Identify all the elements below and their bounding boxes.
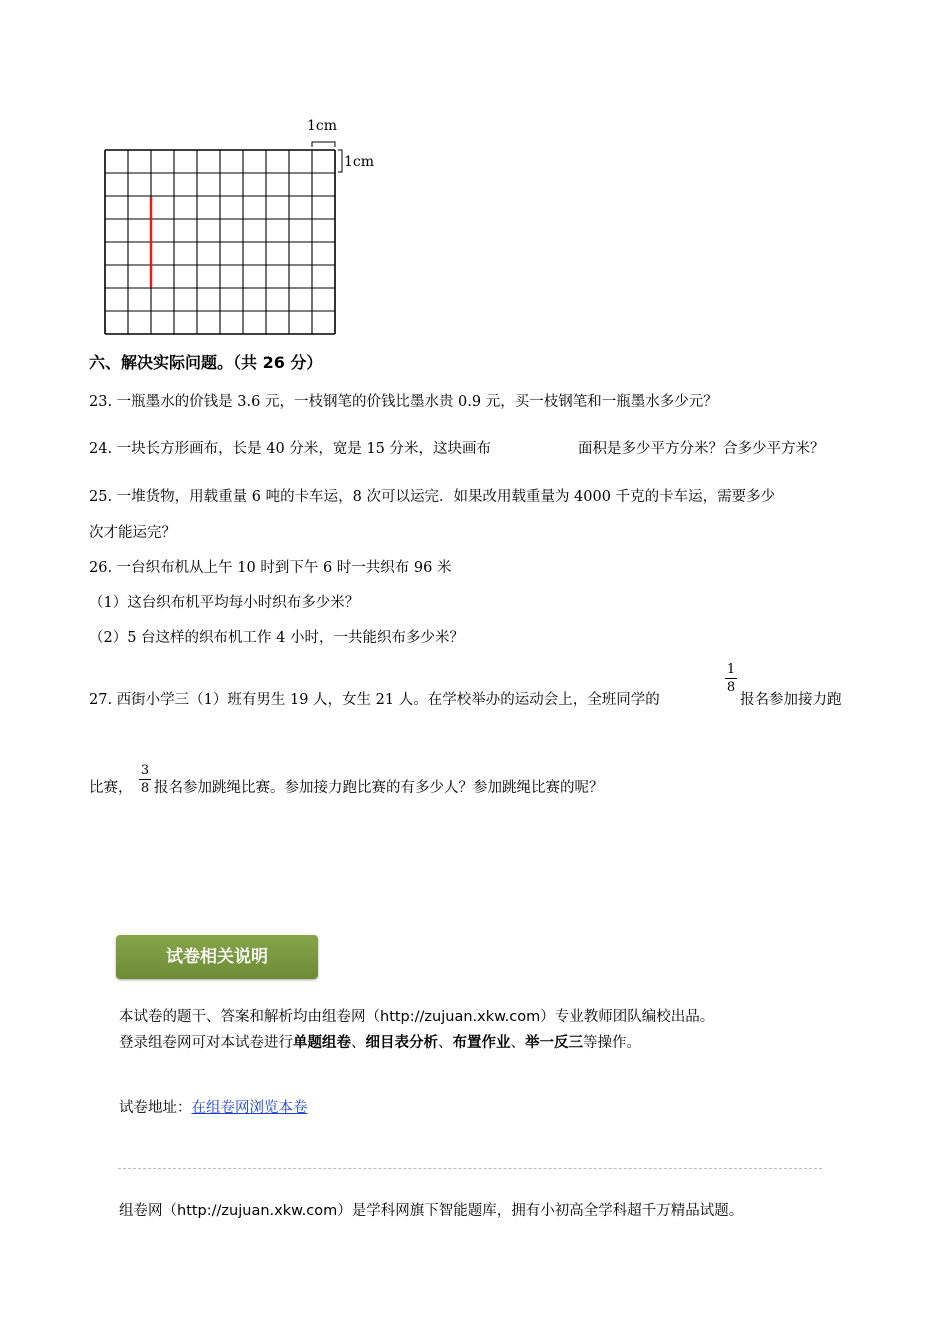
footer-line-2 xyxy=(119,1031,641,1052)
question-26: 26. 一台织布机从上午 10 时到下午 6 时一共织布 96 米 xyxy=(89,560,452,576)
feature-single-question: 单题组卷 xyxy=(293,1035,351,1051)
question-25-line2: 次才能运完？ xyxy=(89,525,176,541)
fraction-denominator: 8 xyxy=(140,781,150,796)
question-27-line1: 27. 西街小学三（1）班有男生 19 人，女生 21 人。在学校举办的运动会上，全班同学的 xyxy=(89,692,660,708)
top-bracket xyxy=(312,142,335,147)
dashed-divider xyxy=(118,1168,822,1169)
separator: 、 xyxy=(438,1035,453,1051)
side-cm-label: 1cm xyxy=(344,154,375,170)
fraction-three-eighths xyxy=(139,764,151,795)
footer-line-1: 本试卷的题干、答案和解析均由组卷网（http://zujuan.xkw.com）专业教师团队编校出品。 xyxy=(119,1009,715,1025)
question-27-line2: 报名参加跳绳比赛。参加接力跑比赛的有多少人？参加跳绳比赛的呢？ xyxy=(154,780,604,796)
feature-assign-homework: 布置作业 xyxy=(452,1035,511,1051)
exam-address-label: 试卷地址： xyxy=(119,1100,192,1116)
side-bracket xyxy=(338,150,342,172)
section-heading: 六、解决实际问题。（共 26 分） xyxy=(89,353,323,372)
question-27-line2-start: 比赛， xyxy=(89,780,133,796)
feature-breakdown-analysis: 细目表分析 xyxy=(365,1035,438,1051)
separator: 、 xyxy=(510,1035,525,1051)
question-23: 23. 一瓶墨水的价钱是 3.6 元，一枝钢笔的价钱比墨水贵 0.9 元，买一枝钢笔和一瓶墨水多少元？ xyxy=(89,394,718,410)
footer-line-2-prefix: 登录组卷网可对本试卷进行 xyxy=(119,1035,293,1051)
separator: 、 xyxy=(351,1035,366,1051)
footer-bottom-line: 组卷网（http://zujuan.xkw.com）是学科网旗下智能题库，拥有小初高全学科超千万精品试题。 xyxy=(119,1203,744,1219)
fraction-numerator: 1 xyxy=(726,662,736,677)
fraction-one-eighth xyxy=(725,663,737,694)
question-24-part1: 24. 一块长方形画布，长是 40 分米，宽是 15 分米，这块画布 xyxy=(89,441,492,457)
footer-line-2-suffix: 等操作。 xyxy=(583,1035,641,1051)
top-cm-label: 1cm xyxy=(307,118,338,134)
feature-similar-questions: 举一反三 xyxy=(525,1035,583,1051)
exam-address xyxy=(119,1096,308,1117)
fraction-denominator: 8 xyxy=(726,680,736,695)
question-25-line1: 25. 一堆货物，用载重量 6 吨的卡车运，8 次可以运完．如果改用载重量为 4000 千克的卡车运，需要多少 xyxy=(89,489,776,505)
question-26-sub1: （1）这台织布机平均每小时织布多少米？ xyxy=(89,595,360,611)
exam-notes-banner: 试卷相关说明 xyxy=(116,935,318,979)
square-grid xyxy=(105,150,335,334)
grid-figure xyxy=(95,110,395,340)
question-26-sub2: （2）5 台这样的织布机工作 4 小时，一共能织布多少米？ xyxy=(89,630,465,646)
fraction-numerator: 3 xyxy=(140,763,150,778)
question-27-line1-end: 报名参加接力跑 xyxy=(740,692,842,708)
exam-address-link[interactable]: 在组卷网浏览本卷 xyxy=(191,1100,308,1116)
question-24-part2: 面积是多少平方分米？合多少平方米？ xyxy=(578,441,825,457)
